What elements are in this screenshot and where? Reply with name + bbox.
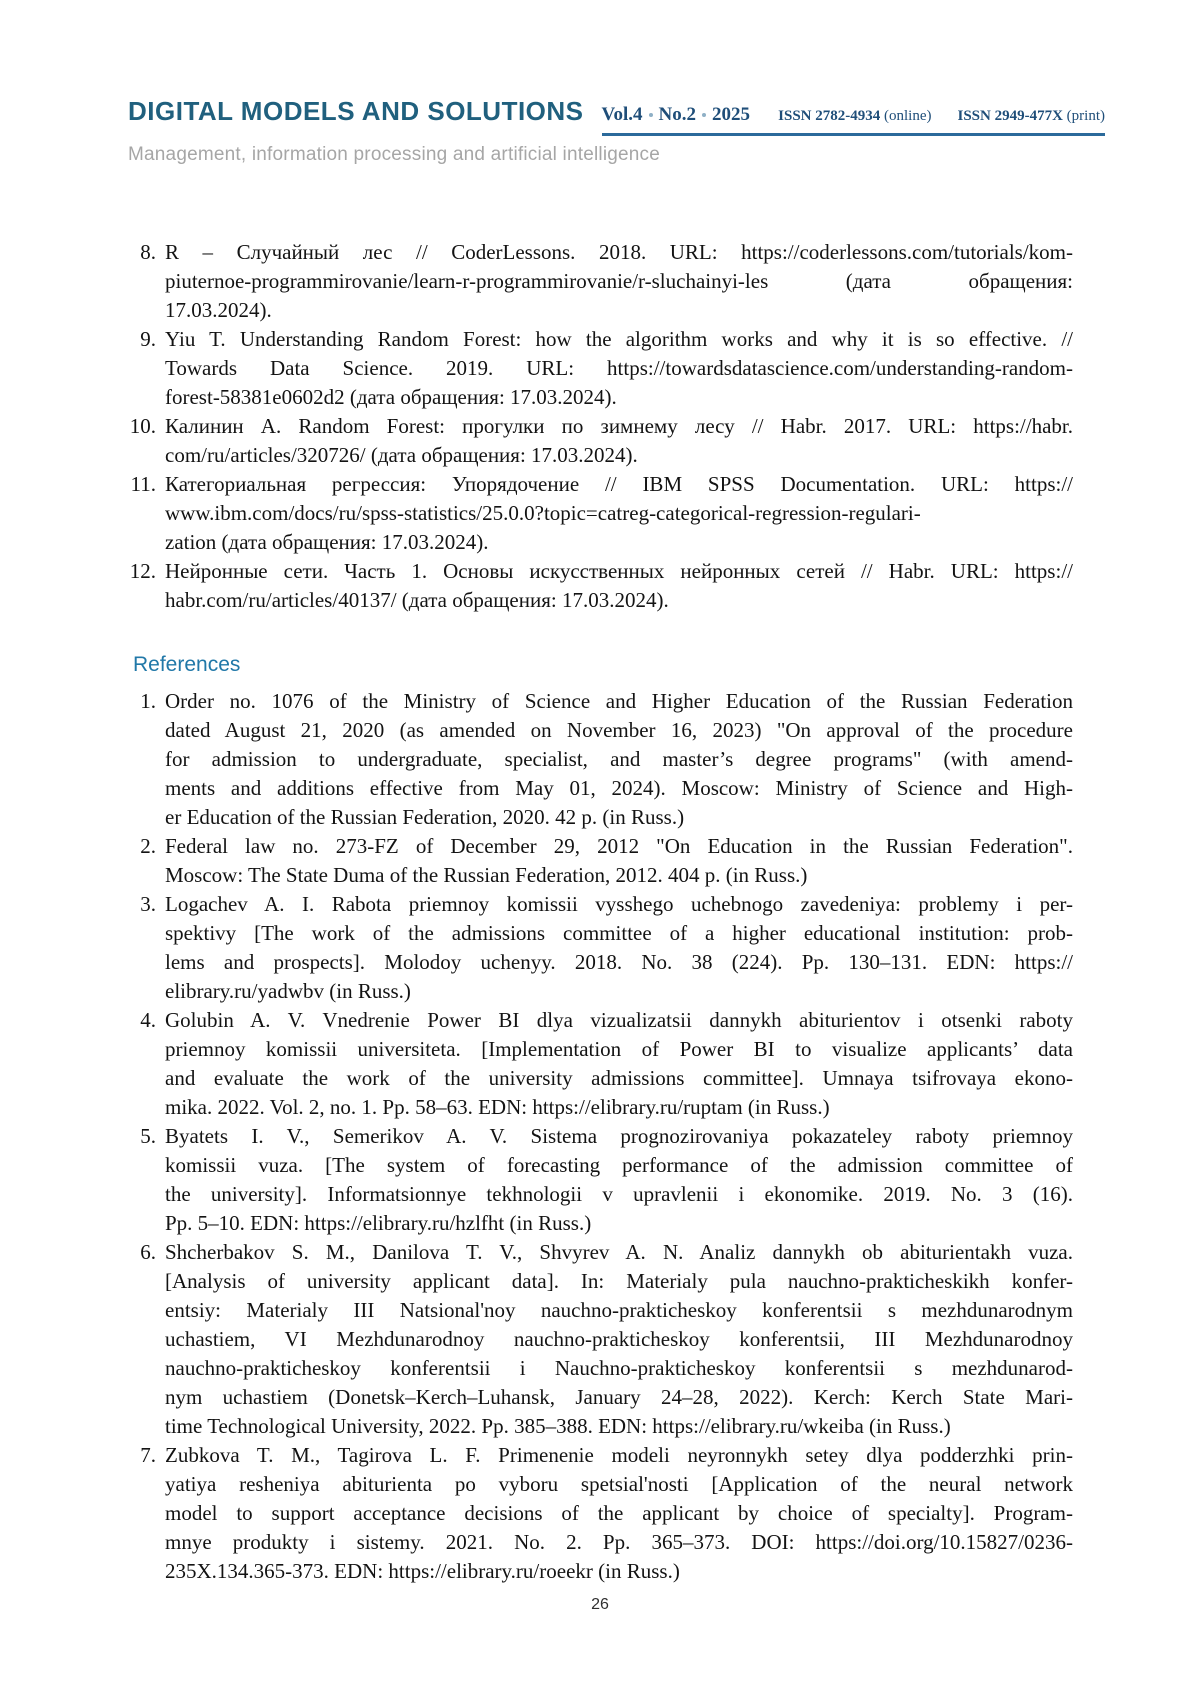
reference-line: mika. 2022. Vol. 2, no. 1. Pp. 58–63. EDN: https://elibrary.ru/ruptam (in Russ.) bbox=[165, 1095, 830, 1119]
reference-line: zation (дата обращения: 17.03.2024). bbox=[165, 530, 489, 554]
reference-number: 12. bbox=[129, 559, 156, 583]
separator-dot bbox=[702, 113, 706, 117]
reference-item bbox=[123, 687, 1073, 832]
references-content bbox=[123, 238, 1073, 1586]
reference-text bbox=[165, 1122, 1073, 1238]
issn-print-number: ISSN 2949-477X bbox=[957, 108, 1063, 124]
reference-line: spektivy [The work of the admissions committee of a higher educational institution: prob- bbox=[165, 921, 1073, 945]
reference-line: Golubin A. V. Vnedrenie Power BI dlya vizualizatsii dannykh abiturientov i otsenki raboty bbox=[165, 1008, 1073, 1032]
reference-number: 2. bbox=[140, 834, 156, 858]
reference-line: model to support acceptance decisions of the applicant by choice of specialty]. Program- bbox=[165, 1501, 1073, 1525]
reference-text bbox=[165, 1238, 1073, 1441]
reference-line: Towards Data Science. 2019. URL: https://towardsdatascience.com/understanding-random- bbox=[165, 356, 1073, 380]
reference-line: Moscow: The State Duma of the Russian Federation, 2012. 404 p. (in Russ.) bbox=[165, 863, 808, 887]
reference-line: Federal law no. 273-FZ of December 29, 2012 "On Education in the Russian Federation". bbox=[165, 834, 1073, 858]
reference-line: mnye produkty i sistemy. 2021. No. 2. Pp. 365–373. DOI: https://doi.org/10.15827/0236- bbox=[165, 1530, 1073, 1554]
reference-item bbox=[123, 1441, 1073, 1586]
reference-item bbox=[123, 325, 1073, 412]
reference-line: dated August 21, 2020 (as amended on November 16, 2023) "On approval of the procedure bbox=[165, 718, 1073, 742]
reference-line: time Technological University, 2022. Pp. 385–388. EDN: https://elibrary.ru/wkeiba (in Russ.) bbox=[165, 1414, 951, 1438]
reference-text bbox=[165, 890, 1073, 1006]
reference-line: Order no. 1076 of the Ministry of Science and Higher Education of the Russian Federation bbox=[165, 689, 1073, 713]
english-references-list bbox=[123, 687, 1073, 1586]
russian-references-list bbox=[123, 238, 1073, 615]
separator-dot bbox=[649, 113, 653, 117]
reference-item bbox=[123, 470, 1073, 557]
reference-text bbox=[165, 557, 1073, 615]
reference-line: nauchno-prakticheskoy konferentsii i Nauchno-prakticheskoy konferentsii s mezhdunarod- bbox=[165, 1356, 1073, 1380]
header-meta bbox=[602, 104, 1105, 136]
reference-text bbox=[165, 325, 1073, 412]
reference-item bbox=[123, 238, 1073, 325]
reference-line: R – Случайный лес // CoderLessons. 2018. URL: https://coderlessons.com/tutorials/kom- bbox=[165, 240, 1073, 264]
reference-line: Yiu T. Understanding Random Forest: how the algorithm works and why it is so effective. // bbox=[165, 327, 1073, 351]
issue-label: No.2 bbox=[658, 104, 697, 125]
page-number: 26 bbox=[591, 1596, 609, 1613]
reference-line: yatiya resheniya abiturienta po vyboru spetsial'nosti [Application of the neural network bbox=[165, 1472, 1073, 1496]
reference-item bbox=[123, 412, 1073, 470]
reference-line: er Education of the Russian Federation, 2020. 42 p. (in Russ.) bbox=[165, 805, 685, 829]
reference-number: 8. bbox=[140, 240, 156, 264]
reference-line: Byatets I. V., Semerikov A. V. Sistema prognozirovaniya pokazateley raboty priemnoy bbox=[165, 1124, 1073, 1148]
issn-online-number: ISSN 2782-4934 bbox=[778, 108, 881, 124]
year-label: 2025 bbox=[712, 104, 751, 125]
reference-line: the university]. Informatsionnye tekhnologii v upravlenii i ekonomike. 2019. No. 3 (16). bbox=[165, 1182, 1073, 1206]
reference-text bbox=[165, 1441, 1073, 1586]
reference-line: forest-58381e0602d2 (дата обращения: 17.03.2024). bbox=[165, 385, 617, 409]
issn-online-suffix: (online) bbox=[884, 108, 932, 124]
reference-line: 17.03.2024). bbox=[165, 298, 272, 322]
reference-text bbox=[165, 238, 1073, 325]
reference-line: 235X.134.365-373. EDN: https://elibrary.ru/roeekr (in Russ.) bbox=[165, 1559, 680, 1583]
reference-line: Logachev A. I. Rabota priemnoy komissii vysshego uchebnogo zavedeniya: problemy i per- bbox=[165, 892, 1073, 916]
reference-line: Shcherbakov S. M., Danilova T. V., Shvyrev A. N. Analiz dannykh ob abiturientakh vuza. bbox=[165, 1240, 1073, 1264]
journal-subtitle: Management, information processing and artificial intelligence bbox=[128, 144, 661, 165]
reference-line: nym uchastiem (Donetsk–Kerch–Luhansk, January 24–28, 2022). Kerch: Kerch State Mari- bbox=[165, 1385, 1073, 1409]
reference-line: and evaluate the work of the university admissions committee]. Umnaya tsifrovaya ekono- bbox=[165, 1066, 1073, 1090]
reference-line: komissii vuza. [The system of forecasting performance of the admission committee of bbox=[165, 1153, 1073, 1177]
reference-item bbox=[123, 832, 1073, 890]
reference-number: 9. bbox=[140, 327, 156, 351]
reference-text bbox=[165, 687, 1073, 832]
reference-item bbox=[123, 1006, 1073, 1122]
reference-line: Калинин А. Random Forest: прогулки по зимнему лесу // Habr. 2017. URL: https://habr. bbox=[165, 414, 1073, 438]
reference-line: for admission to undergraduate, specialist, and master’s degree programs" (with amend- bbox=[165, 747, 1073, 771]
reference-number: 6. bbox=[140, 1240, 156, 1264]
page-footer bbox=[0, 1596, 1200, 1614]
reference-number: 4. bbox=[140, 1008, 156, 1032]
reference-line: entsiy: Materialy III Natsional'noy nauchno-prakticheskoy konferentsii s mezhdunarodnym bbox=[165, 1298, 1073, 1322]
reference-text bbox=[165, 412, 1073, 470]
journal-title: DIGITAL MODELS AND SOLUTIONS bbox=[128, 96, 584, 126]
reference-line: www.ibm.com/docs/ru/spss-statistics/25.0.0?topic=catreg-categorical-regression-regulari- bbox=[165, 501, 921, 525]
reference-line: Zubkova T. M., Tagirova L. F. Primenenie modeli neyronnykh setey dlya podderzhki prin- bbox=[165, 1443, 1073, 1467]
reference-item bbox=[123, 890, 1073, 1006]
reference-text bbox=[165, 1006, 1073, 1122]
volume-issue-year bbox=[602, 104, 751, 126]
reference-number: 3. bbox=[140, 892, 156, 916]
references-heading: References bbox=[133, 653, 241, 676]
page-header bbox=[0, 0, 1200, 166]
reference-item bbox=[123, 1238, 1073, 1441]
issn-print-suffix: (print) bbox=[1066, 108, 1105, 124]
reference-number: 11. bbox=[130, 472, 156, 496]
reference-line: [Analysis of university applicant data]. In: Materialy pula nauchno-prakticheskikh konfer- bbox=[165, 1269, 1073, 1293]
reference-line: lems and prospects]. Molodoy uchenyy. 2018. No. 38 (224). Pp. 130–131. EDN: https:// bbox=[165, 950, 1073, 974]
reference-line: piuternoe-programmirovanie/learn-r-programmirovanie/r-sluchainyi-les (дата обращения: bbox=[165, 269, 1073, 293]
reference-line: habr.com/ru/articles/40137/ (дата обращения: 17.03.2024). bbox=[165, 588, 669, 612]
reference-item bbox=[123, 557, 1073, 615]
reference-number: 7. bbox=[140, 1443, 156, 1467]
reference-number: 10. bbox=[129, 414, 156, 438]
reference-text bbox=[165, 470, 1073, 557]
issn-block bbox=[778, 108, 1105, 125]
reference-line: uchastiem, VI Mezhdunarodnoy nauchno-prakticheskoy konferentsii, III Mezhdunarodnoy bbox=[165, 1327, 1073, 1351]
reference-number: 1. bbox=[140, 689, 156, 713]
reference-line: ments and additions effective from May 01, 2024). Moscow: Ministry of Science and High- bbox=[165, 776, 1073, 800]
reference-line: Pp. 5–10. EDN: https://elibrary.ru/hzlfht (in Russ.) bbox=[165, 1211, 592, 1235]
reference-item bbox=[123, 1122, 1073, 1238]
reference-line: priemnoy komissii universiteta. [Implementation of Power BI to visualize applicants’ data bbox=[165, 1037, 1073, 1061]
reference-line: Категориальная регрессия: Упорядочение // IBM SPSS Documentation. URL: https:// bbox=[165, 472, 1073, 496]
volume-label: Vol.4 bbox=[601, 104, 643, 125]
reference-line: com/ru/articles/320726/ (дата обращения: 17.03.2024). bbox=[165, 443, 638, 467]
reference-line: Нейронные сети. Часть 1. Основы искусственных нейронных сетей // Habr. URL: https:// bbox=[165, 559, 1073, 583]
reference-number: 5. bbox=[140, 1124, 156, 1148]
reference-line: elibrary.ru/yadwbv (in Russ.) bbox=[165, 979, 411, 1003]
reference-text bbox=[165, 832, 1073, 890]
